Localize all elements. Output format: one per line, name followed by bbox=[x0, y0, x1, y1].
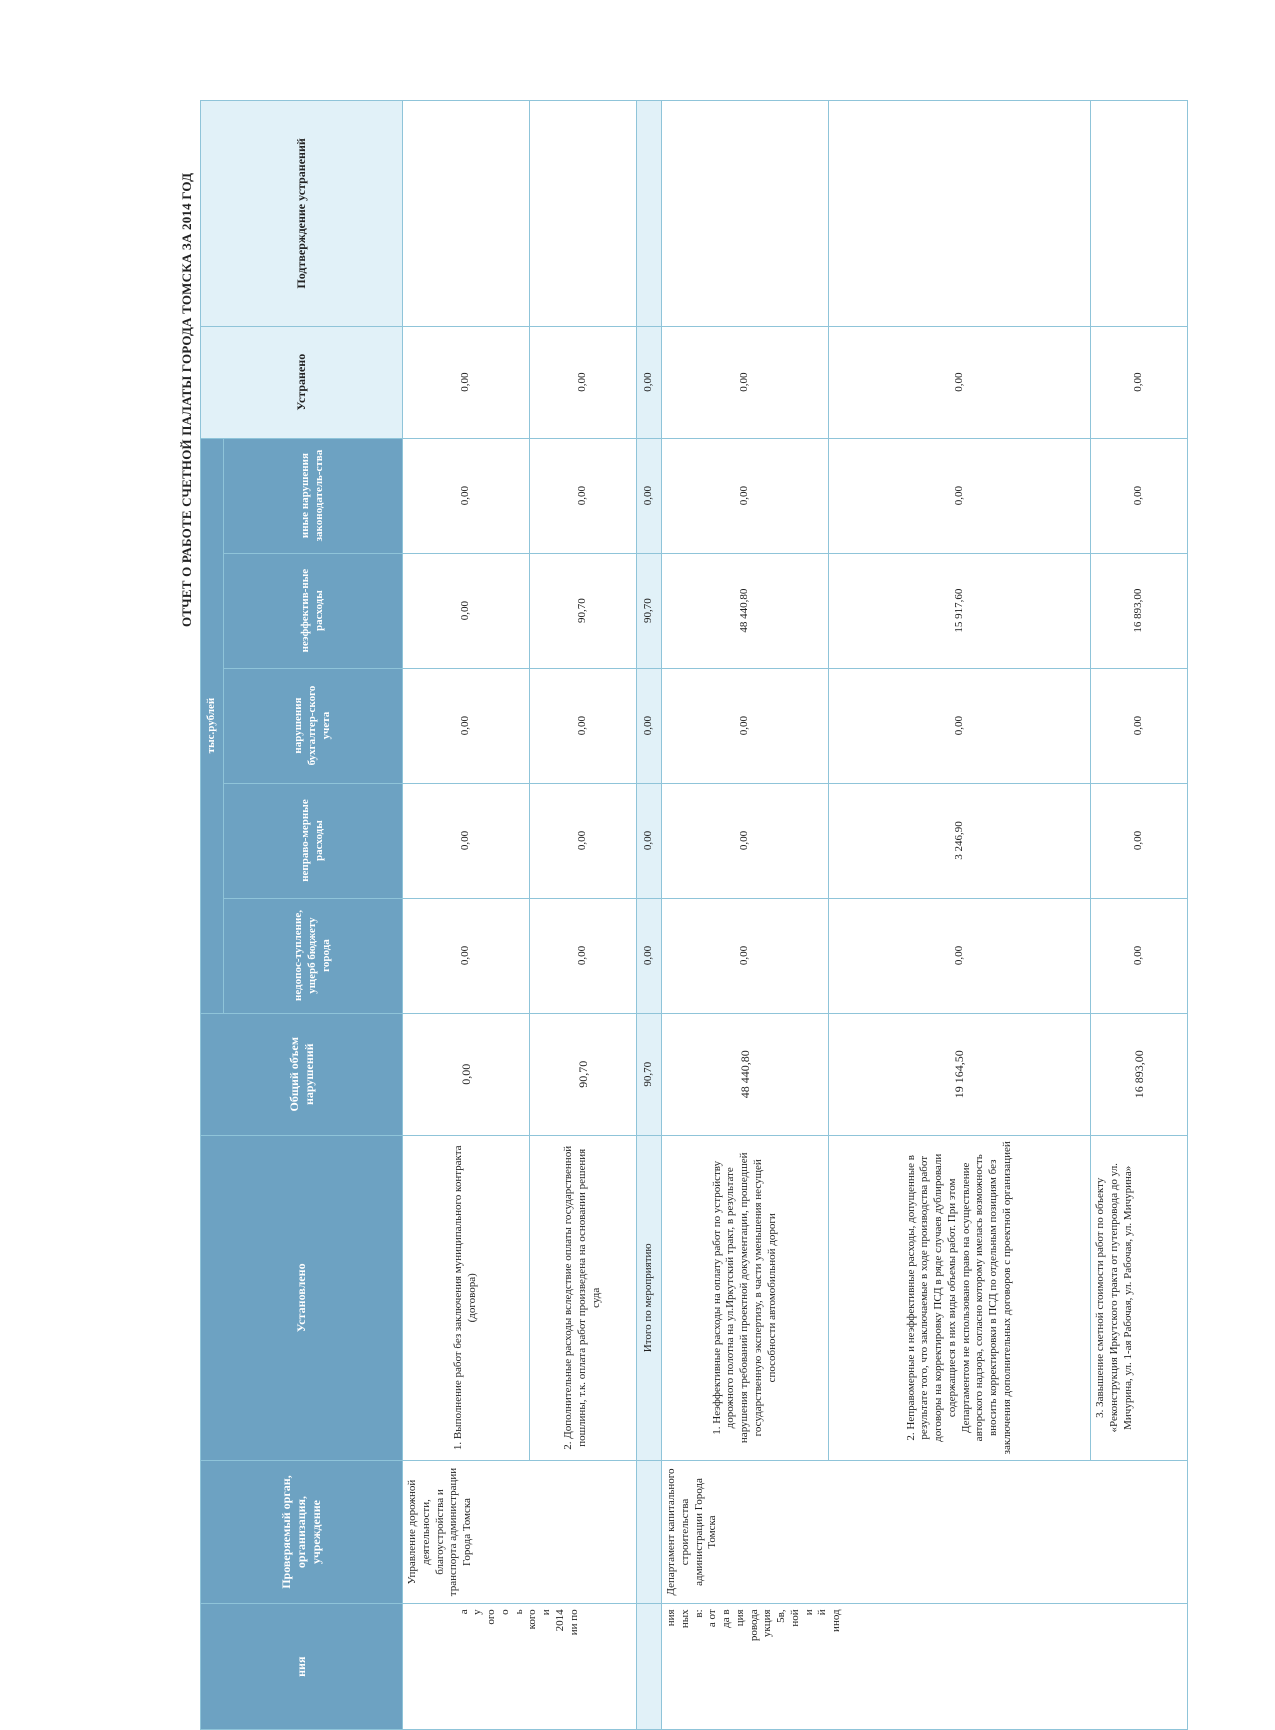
accounting-cell: 0,00 bbox=[530, 668, 637, 783]
total-cell: 90,70 bbox=[530, 1013, 637, 1135]
established-cell: 2. Дополнительные расходы вследствие оплаты государственной пошлины, т.к. оплата работ произведена на основании решения суда bbox=[530, 1135, 637, 1460]
organ-cell: Департамент капитального строительства администрации Города Томска bbox=[662, 1460, 1188, 1604]
total-row-unlawful: 0,00 bbox=[637, 783, 662, 898]
accounting-cell: 0,00 bbox=[1091, 668, 1188, 783]
header-total: Общий объем нарушений bbox=[201, 1013, 403, 1135]
ineffective-cell: 16 893,00 bbox=[1091, 553, 1188, 668]
total-cell: 19 164,50 bbox=[829, 1013, 1091, 1135]
established-cell: 1. Неэффективные расходы на оплату работ по устройству дорожного полотна на ул.Иркутский тракт, в результате нарушения требований проектной документации, прошедшей государственную экспертизу, в части уменьшения несущей способности автомобильной дороги bbox=[662, 1135, 829, 1460]
other-cell: 0,00 bbox=[403, 438, 530, 553]
unlawful-cell: 0,00 bbox=[403, 783, 530, 898]
total-row bbox=[637, 101, 662, 1730]
total-row-confirmation bbox=[637, 101, 662, 327]
total-row-label: Итого по мероприятию bbox=[637, 1135, 662, 1460]
eliminated-cell: 0,00 bbox=[1091, 326, 1188, 438]
shortfall-cell: 0,00 bbox=[662, 898, 829, 1013]
shortfall-cell: 0,00 bbox=[1091, 898, 1188, 1013]
confirmation-cell bbox=[829, 101, 1091, 327]
other-cell: 0,00 bbox=[662, 438, 829, 553]
shortfall-cell: 0,00 bbox=[403, 898, 530, 1013]
total-row-total: 90,70 bbox=[637, 1013, 662, 1135]
ineffective-cell: 48 440,80 bbox=[662, 553, 829, 668]
unlawful-cell: 0,00 bbox=[662, 783, 829, 898]
ineffective-cell: 15 917,60 bbox=[829, 553, 1091, 668]
table-row bbox=[403, 101, 530, 1730]
header-confirmation: Подтверждение устранений bbox=[201, 101, 403, 327]
header-row-1 bbox=[201, 101, 224, 1730]
header-established: Установлено bbox=[201, 1135, 403, 1460]
event-cell: ния ных в: а от да в ция ровода укция 5в, ной и й инод bbox=[662, 1604, 1188, 1730]
total-row-organ bbox=[637, 1460, 662, 1604]
header-unit: тыс.рублей bbox=[201, 438, 224, 1013]
established-cell: 1. Выполнение работ без заключения муниципального контракта (договора) bbox=[403, 1135, 530, 1460]
header-accounting: нарушения бухгалтер-ского учета bbox=[224, 668, 403, 783]
header-unlawful: неправо-мерные расходы bbox=[224, 783, 403, 898]
established-cell: 3. Завышение сметной стоимости работ по объекту «Реконструкция Иркутского тракта от путепровода до ул. Мичурина, ул. 1-ая Рабочая, ул. Рабочая, ул. Мичурина» bbox=[1091, 1135, 1188, 1460]
accounting-cell: 0,00 bbox=[403, 668, 530, 783]
page-title: ОТЧЕТ О РАБОТЕ СЧЕТНОЙ ПАЛАТЫ ГОРОДА ТОМСКА ЗА 2014 ГОД bbox=[179, 172, 194, 628]
total-row-ineffective: 90,70 bbox=[637, 553, 662, 668]
total-row-event bbox=[637, 1604, 662, 1730]
eliminated-cell: 0,00 bbox=[403, 326, 530, 438]
unlawful-cell: 0,00 bbox=[530, 783, 637, 898]
other-cell: 0,00 bbox=[1091, 438, 1188, 553]
header-eliminated: Устранено bbox=[201, 326, 403, 438]
total-row-other: 0,00 bbox=[637, 438, 662, 553]
header-shortfall: недопос-тупление, ущерб бюджету города bbox=[224, 898, 403, 1013]
total-cell: 0,00 bbox=[403, 1013, 530, 1135]
confirmation-cell bbox=[403, 101, 530, 327]
event-cell: а у ого о ь кого и 2014 ии по bbox=[403, 1604, 637, 1730]
header-event: ния bbox=[201, 1604, 403, 1730]
unlawful-cell: 0,00 bbox=[1091, 783, 1188, 898]
eliminated-cell: 0,00 bbox=[662, 326, 829, 438]
eliminated-cell: 0,00 bbox=[829, 326, 1091, 438]
total-row-accounting: 0,00 bbox=[637, 668, 662, 783]
report-table bbox=[200, 100, 1188, 1730]
other-cell: 0,00 bbox=[530, 438, 637, 553]
header-ineffective: неэффектив-ные расходы bbox=[224, 553, 403, 668]
other-cell: 0,00 bbox=[829, 438, 1091, 553]
total-cell: 48 440,80 bbox=[662, 1013, 829, 1135]
eliminated-cell: 0,00 bbox=[530, 326, 637, 438]
total-cell: 16 893,00 bbox=[1091, 1013, 1188, 1135]
table-row bbox=[662, 101, 829, 1730]
ineffective-cell: 90,70 bbox=[530, 553, 637, 668]
total-row-eliminated: 0,00 bbox=[637, 326, 662, 438]
organ-cell: Управление дорожной деятельности, благоустройства и транспорта администрации Города Томска bbox=[403, 1460, 637, 1604]
ineffective-cell: 0,00 bbox=[403, 553, 530, 668]
header-organ: Проверяемый орган, организация, учреждение bbox=[201, 1460, 403, 1604]
shortfall-cell: 0,00 bbox=[829, 898, 1091, 1013]
accounting-cell: 0,00 bbox=[829, 668, 1091, 783]
confirmation-cell bbox=[530, 101, 637, 327]
established-cell: 2. Неправомерные и неэффективные расходы, допущенные в результате того, что заключаемые в ходе производства работ договоры на корректировку ПСД в ряде случаев дублировали содержащиеся в них виды объемы работ. При этом Департаментом не использовано право на осуществление авторского надзора, согласно которому имелась возможность вносить корректировки в ПСД по отдельным позициям без заключения дополнительных договоров с проектной организацией bbox=[829, 1135, 1091, 1460]
shortfall-cell: 0,00 bbox=[530, 898, 637, 1013]
confirmation-cell bbox=[662, 101, 829, 327]
accounting-cell: 0,00 bbox=[662, 668, 829, 783]
report-table-area bbox=[200, 100, 1160, 1677]
confirmation-cell bbox=[1091, 101, 1188, 327]
unlawful-cell: 3 246,90 bbox=[829, 783, 1091, 898]
total-row-shortfall: 0,00 bbox=[637, 898, 662, 1013]
header-other: иные нарушения законодатель-ства bbox=[224, 438, 403, 553]
